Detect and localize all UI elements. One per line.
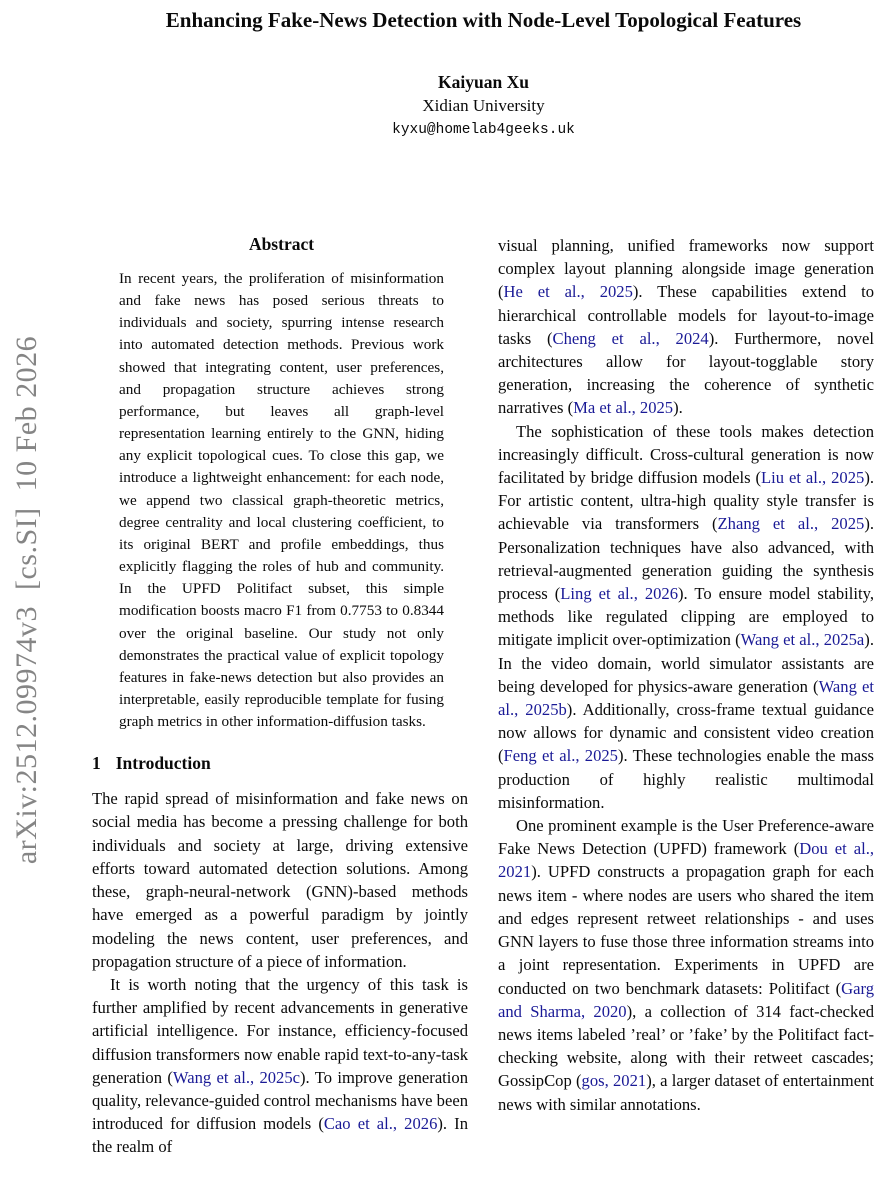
text-segment: One prominent example is the User Preference-aware Fake News Detection (UPFD) framework ( — [498, 816, 874, 859]
author-email[interactable]: kyxu@homelab4geeks.uk — [392, 122, 575, 138]
arxiv-stamp: arXiv:2512.09974v3 [cs.SI] 10 Feb 2026 — [10, 335, 43, 865]
citation-link[interactable]: Dou et al., 2021 — [498, 839, 874, 882]
text-segment: ). These capabilities extend to hierarchical controllable models for layout-to-image tasks ( — [498, 282, 875, 348]
paper-title: Enhancing Fake-News Detection with Node-Level Topological Features — [165, 8, 802, 32]
text-segment: ). UPFD constructs a propagation graph for each news item - where nodes are users who shared the item and edges represent retweet relationships - and uses GNN layers to fuse those three information streams into a joint representation. Experiments in UPFD are conducted on two benchmark datasets: Politifact ( — [498, 862, 874, 998]
citation-link[interactable]: Liu et al., 2025 — [761, 468, 865, 488]
text-segment: ). To ensure model stability, methods like regulated clipping are employed to mitigate implicit over-optimization ( — [498, 584, 874, 650]
citation-link[interactable]: Cao et al., 2026 — [323, 1114, 438, 1134]
citation-link[interactable]: Ling et al., 2026 — [560, 584, 679, 604]
section-title: Introduction — [115, 753, 211, 774]
text-segment: ). — [673, 398, 683, 418]
text-segment: visual planning, unified frameworks now support complex layout planning alongside image generation ( — [498, 236, 874, 302]
left-column — [92, 234, 468, 1159]
paragraph — [498, 420, 874, 814]
paper-content — [92, 0, 875, 1159]
abstract-heading: Abstract — [248, 234, 315, 254]
text-segment: ), a larger dataset of entertainment news with similar annotations. — [498, 1071, 874, 1114]
right-column — [498, 234, 874, 1116]
paragraph — [498, 234, 874, 420]
author-block — [92, 70, 875, 142]
text-segment: The sophistication of these tools makes detection increasingly difficult. Cross-cultural generation is now facilitated by bridge diffusion models ( — [498, 421, 874, 488]
abstract-text: In recent years, the proliferation of misinformation and fake news has posed serious threats to individuals and society, spurring intense research into automated detection methods. Previous work showed that integrating content, user preferences, and propagation structure achieves strong performance, but leaves all graph-level representation learning entirely to the GNN, hiding any explicit topological cues. To close this gap, we introduce a lightweight enhancement: for each node, we append two classical graph-theoretic metrics, degree centrality and local clustering coefficient, to its original BERT and profile embeddings, thus explicitly flagging the roles of hub and community. In the UPFD Politifact subset, this simple modification boosts macro F1 from 0.7753 to 0.8344 over the original baseline. Our study not only demonstrates the practical value of explicit topology features in fake-news detection but also provides an interpretable, easily reproducible template for fusing graph metrics in other information-diffusion tasks. — [119, 270, 444, 731]
section-number: 1 — [92, 753, 101, 774]
text-segment: ). In the realm of — [92, 1114, 468, 1157]
citation-link[interactable]: gos, 2021 — [581, 1071, 647, 1091]
text-segment: ). Furthermore, novel architectures allow for layout-togglable story generation, increasing the coherence of synthetic narratives ( — [498, 328, 874, 418]
text-segment: ). In the video domain, world simulator assistants are being developed for physics-aware generation ( — [498, 630, 874, 696]
paragraph — [92, 787, 468, 973]
paragraph — [92, 973, 468, 1159]
paragraph — [498, 814, 874, 1116]
citation-link[interactable]: Wang et al., 2025c — [172, 1067, 301, 1087]
citation-link[interactable]: Zhang et al., 2025 — [717, 514, 865, 534]
text-segment: It is worth noting that the urgency of this task is further amplified by recent advancements in generative artificial intelligence. For instance, efficiency-focused diffusion transformers now enable rapid text-to-any-task generation ( — [92, 974, 468, 1087]
citation-link[interactable]: Cheng et al., 2024 — [552, 328, 709, 348]
citation-link[interactable]: Feng et al., 2025 — [503, 746, 618, 766]
text-segment: ). For artistic content, ultra-high quality style transfer is achievable via transformers ( — [498, 468, 874, 534]
citation-link[interactable]: Wang et al., 2025a — [740, 630, 865, 650]
citation-link[interactable]: Garg and Sharma, 2020 — [498, 978, 874, 1021]
citation-link[interactable]: He et al., 2025 — [503, 282, 633, 302]
author-name: Kaiyuan Xu — [438, 72, 529, 92]
text-segment: ). To improve generation quality, relevance-guided control mechanisms have been introduced for diffusion models ( — [92, 1067, 468, 1134]
two-column-body — [92, 234, 875, 1159]
text-segment: The rapid spread of misinformation and fake news on social media has become a pressing challenge for both individuals and society at large, driving extensive efforts toward automated detection solutions. Among these, graph-neural-network (GNN)-based methods have emerged as a powerful paradigm by jointly modeling the news content, user preferences, and propagation structure of a piece of information. — [92, 789, 468, 971]
text-segment: ). These technologies enable the mass production of highly realistic multimodal misinformation. — [498, 746, 874, 812]
citation-link[interactable]: Ma et al., 2025 — [573, 398, 674, 418]
section-heading-introduction — [92, 753, 468, 774]
text-segment: ). Personalization techniques have also advanced, with retrieval-augmented generation guiding the synthesis process ( — [498, 514, 874, 604]
text-segment: ), a collection of 314 fact-checked news items labeled ’real’ or ’fake’ by the Politifact fact-checking website, along with their retweet cascades; GossipCop ( — [498, 1001, 875, 1091]
citation-link[interactable]: Wang et al., 2025b — [498, 676, 874, 720]
author-affiliation: Xidian University — [422, 96, 545, 115]
text-segment: ). Additionally, cross-frame textual guidance now allows for dynamic and consistent video creation ( — [498, 700, 874, 766]
